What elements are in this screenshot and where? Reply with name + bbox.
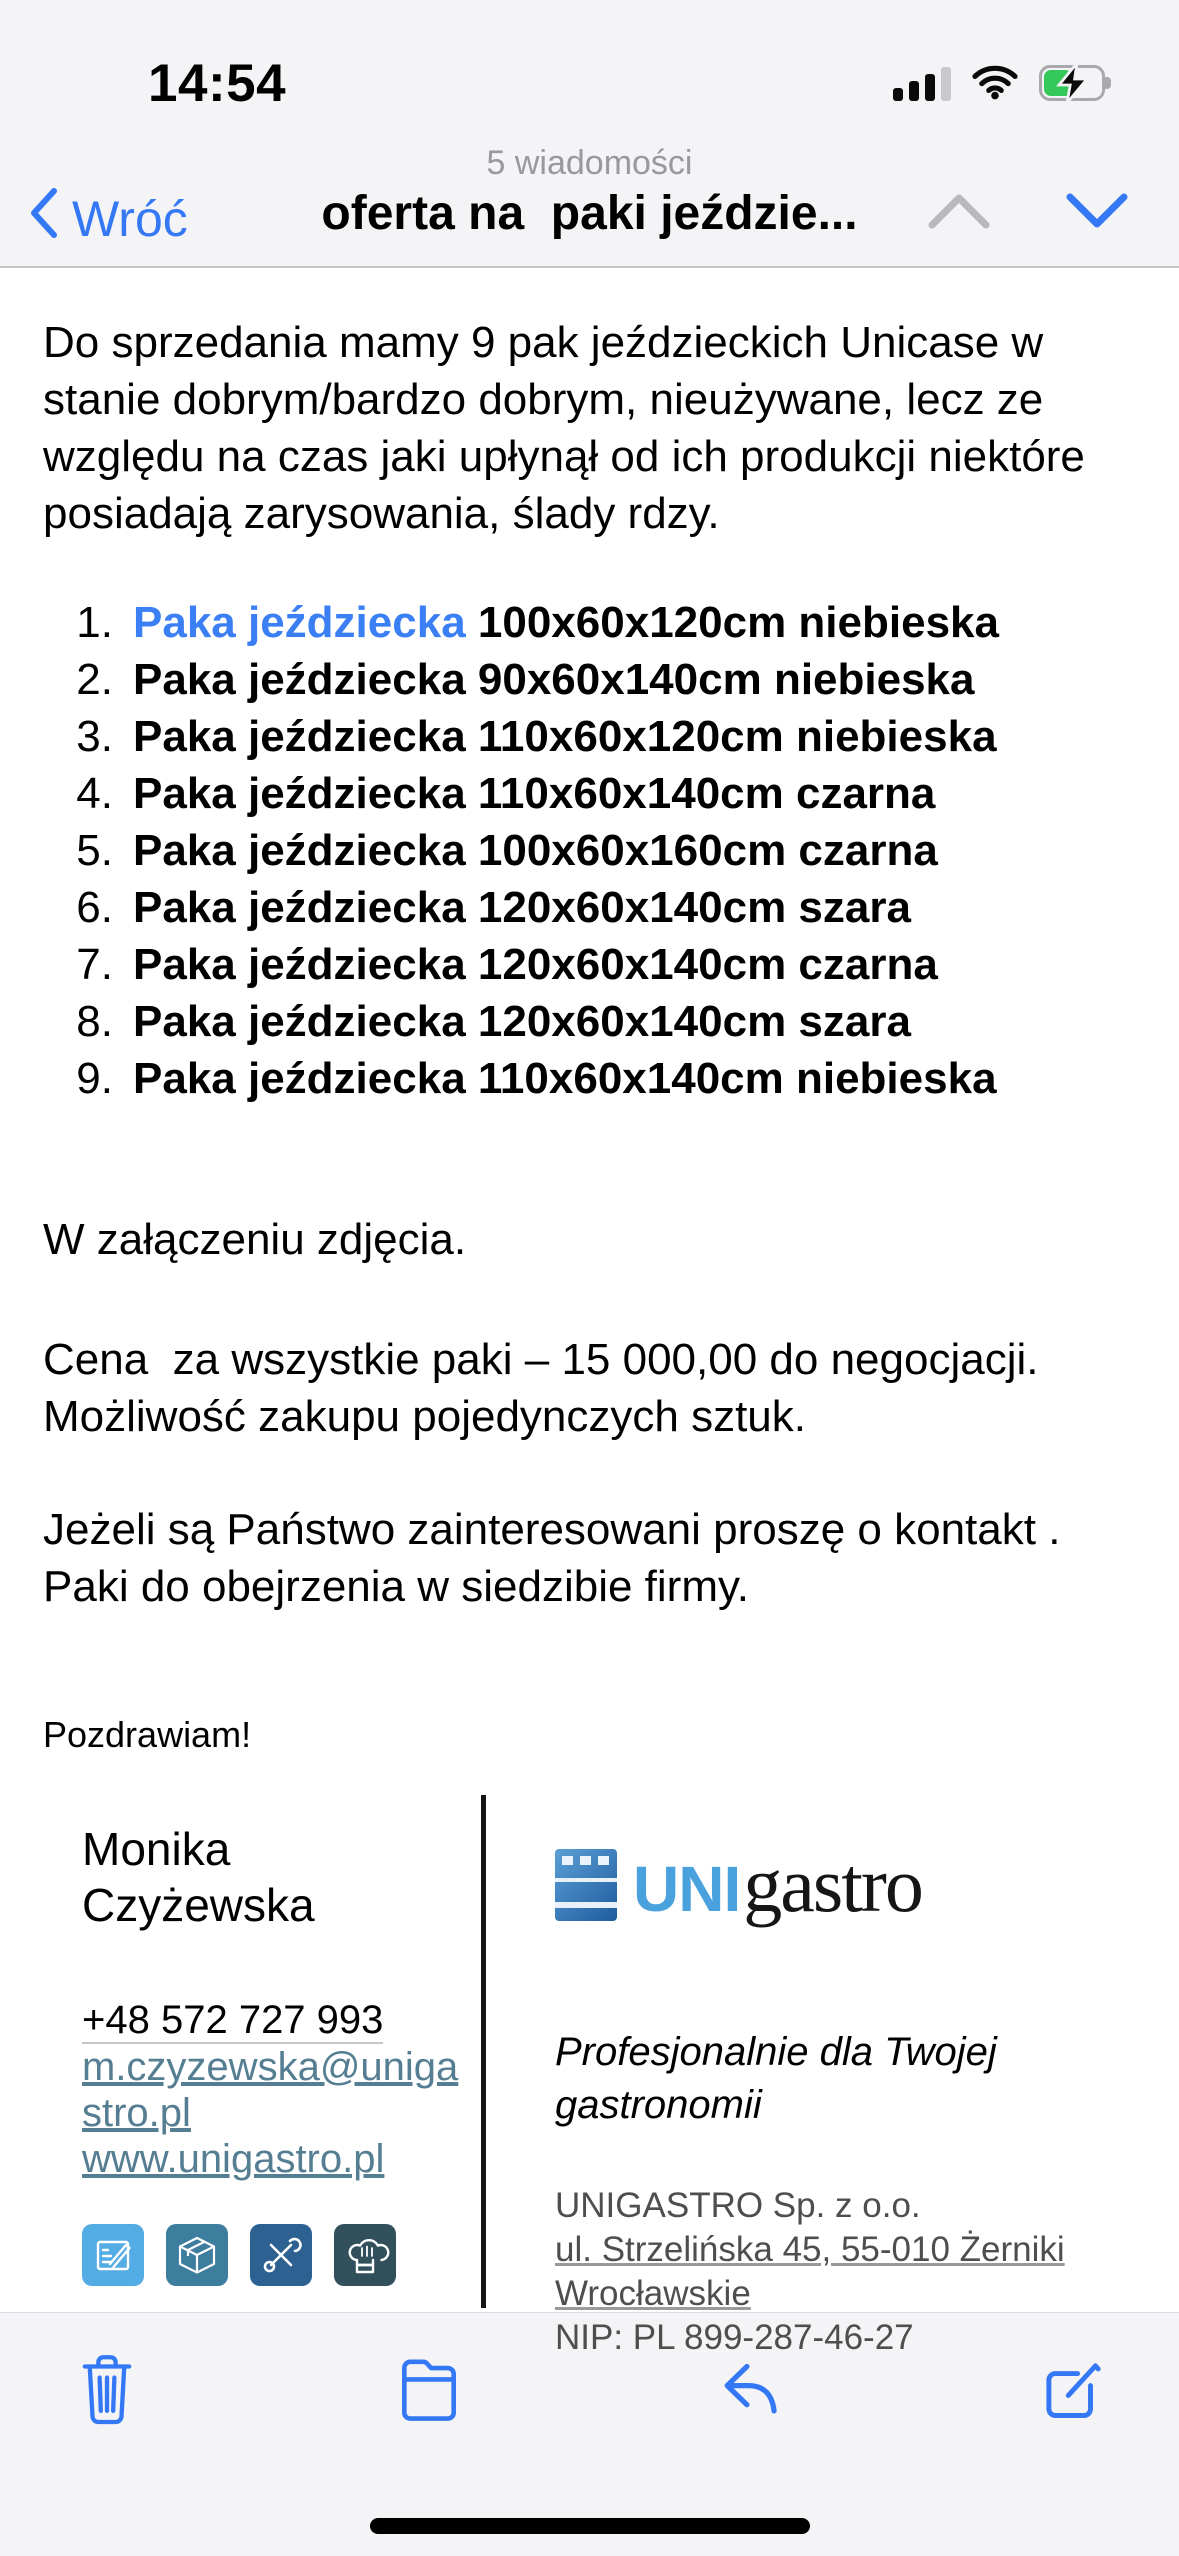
- previous-message-button[interactable]: [925, 190, 993, 237]
- list-item: 6. Paka jeździecka 120x60x140cm szara: [76, 883, 911, 932]
- package-icon[interactable]: [166, 2224, 228, 2286]
- reply-icon: [713, 2347, 787, 2431]
- item-link[interactable]: Paka jeździecka: [133, 598, 466, 647]
- unigastro-logo: [555, 1840, 1143, 1930]
- back-button[interactable]: [26, 184, 188, 254]
- list-item: 5. Paka jeździecka 100x60x160cm czarna: [76, 826, 938, 875]
- unigastro-wordmark: UNI gastro: [633, 1841, 922, 1928]
- phone-link[interactable]: +48 572 727 993: [82, 1998, 384, 2042]
- list-item: 9. Paka jeździecka 110x60x140cm niebieska: [76, 1054, 997, 1103]
- sender-name: Monika Czyżewska: [82, 1823, 315, 1931]
- signature-contact: [82, 1997, 481, 2182]
- battery-charging-icon: [1039, 65, 1113, 101]
- signature-block: [43, 1795, 1143, 2357]
- cellular-signal-icon: [893, 65, 951, 101]
- signature-right-column: [486, 1795, 1143, 2357]
- back-button-label: Wróć: [72, 191, 188, 247]
- list-item: 4. Paka jeździecka 110x60x140cm czarna: [76, 769, 936, 818]
- contact-line: Jeżeli są Państwo zainteresowani proszę o kontakt .: [43, 1505, 1061, 1554]
- intro-paragraph: Do sprzedania mamy 9 pak jeździeckich Unicase w stanie dobrym/bardzo dobrym, nieużywane, lecz ze względu na czas jaki upłynął od ich produkcji niektóre posiadają zarysowania, ślady rdzy.: [43, 318, 1085, 538]
- closing-note: Pozdrawiam!: [43, 1714, 252, 1755]
- trash-button[interactable]: [70, 2347, 144, 2431]
- status-bar: [0, 0, 1179, 130]
- trash-icon: [70, 2347, 144, 2431]
- signature-icon-row: [82, 2224, 481, 2286]
- nav-bar: [0, 130, 1179, 268]
- price-paragraph: [43, 1331, 1143, 1445]
- compose-icon: [1035, 2347, 1109, 2431]
- email-body: [0, 268, 1179, 2357]
- blueprint-icon[interactable]: [82, 2224, 144, 2286]
- status-icons: [893, 62, 1113, 105]
- thread-count-label: 5 wiadomości: [486, 144, 693, 182]
- tools-icon[interactable]: [250, 2224, 312, 2286]
- price-line: Możliwość zakupu pojedynczych sztuk.: [43, 1392, 806, 1441]
- list-item: 3. Paka jeździecka 110x60x120cm niebieska: [76, 712, 997, 761]
- chef-hat-icon[interactable]: [334, 2224, 396, 2286]
- back-chevron-icon: [26, 184, 60, 254]
- compose-button[interactable]: [1035, 2347, 1109, 2431]
- reply-button[interactable]: [713, 2347, 787, 2431]
- website-link[interactable]: www.unigastro.pl: [82, 2137, 385, 2181]
- attachments-note: W załączeniu zdjęcia.: [43, 1215, 467, 1264]
- list-item: 2. Paka jeździecka 90x60x140cm niebieska: [76, 655, 975, 704]
- email-link[interactable]: stro.pl: [82, 2091, 191, 2135]
- address-link[interactable]: ul. Strzelińska 45, 55-010 Żerniki: [555, 2230, 1065, 2269]
- list-item: 1. Paka jeździecka 100x60x120cm niebieska: [76, 598, 999, 647]
- unigastro-logo-mark-icon: [555, 1849, 617, 1921]
- email-subject-title: oferta na paki jeździe...: [321, 187, 858, 240]
- price-line: Cena za wszystkie paki – 15 000,00 do negocjacji.: [43, 1335, 1039, 1384]
- contact-paragraph: [43, 1501, 1143, 1615]
- item-list: [43, 594, 1143, 1107]
- nip-label: NIP: PL 899-287-46-27: [555, 2318, 914, 2357]
- list-item: 7. Paka jeździecka 120x60x140cm czarna: [76, 940, 938, 989]
- list-item: 8. Paka jeździecka 120x60x140cm szara: [76, 997, 911, 1046]
- company-tagline: Profesjonalnie dla Twojej gastronomii: [555, 2030, 997, 2127]
- company-info: [555, 2184, 1143, 2360]
- contact-line: Paki do obejrzenia w siedzibie firmy.: [43, 1562, 749, 1611]
- email-link[interactable]: m.czyzewska@uniga: [82, 2045, 459, 2089]
- clock-label: 14:54: [148, 53, 287, 113]
- signature-left-column: [43, 1795, 481, 2308]
- company-name: UNIGASTRO Sp. z o.o.: [555, 2186, 921, 2225]
- folder-icon: [392, 2347, 466, 2431]
- home-indicator[interactable]: [370, 2518, 810, 2534]
- address-link[interactable]: Wrocławskie: [555, 2274, 751, 2313]
- folder-button[interactable]: [392, 2347, 466, 2431]
- wifi-icon: [971, 62, 1019, 105]
- next-message-button[interactable]: [1063, 190, 1131, 237]
